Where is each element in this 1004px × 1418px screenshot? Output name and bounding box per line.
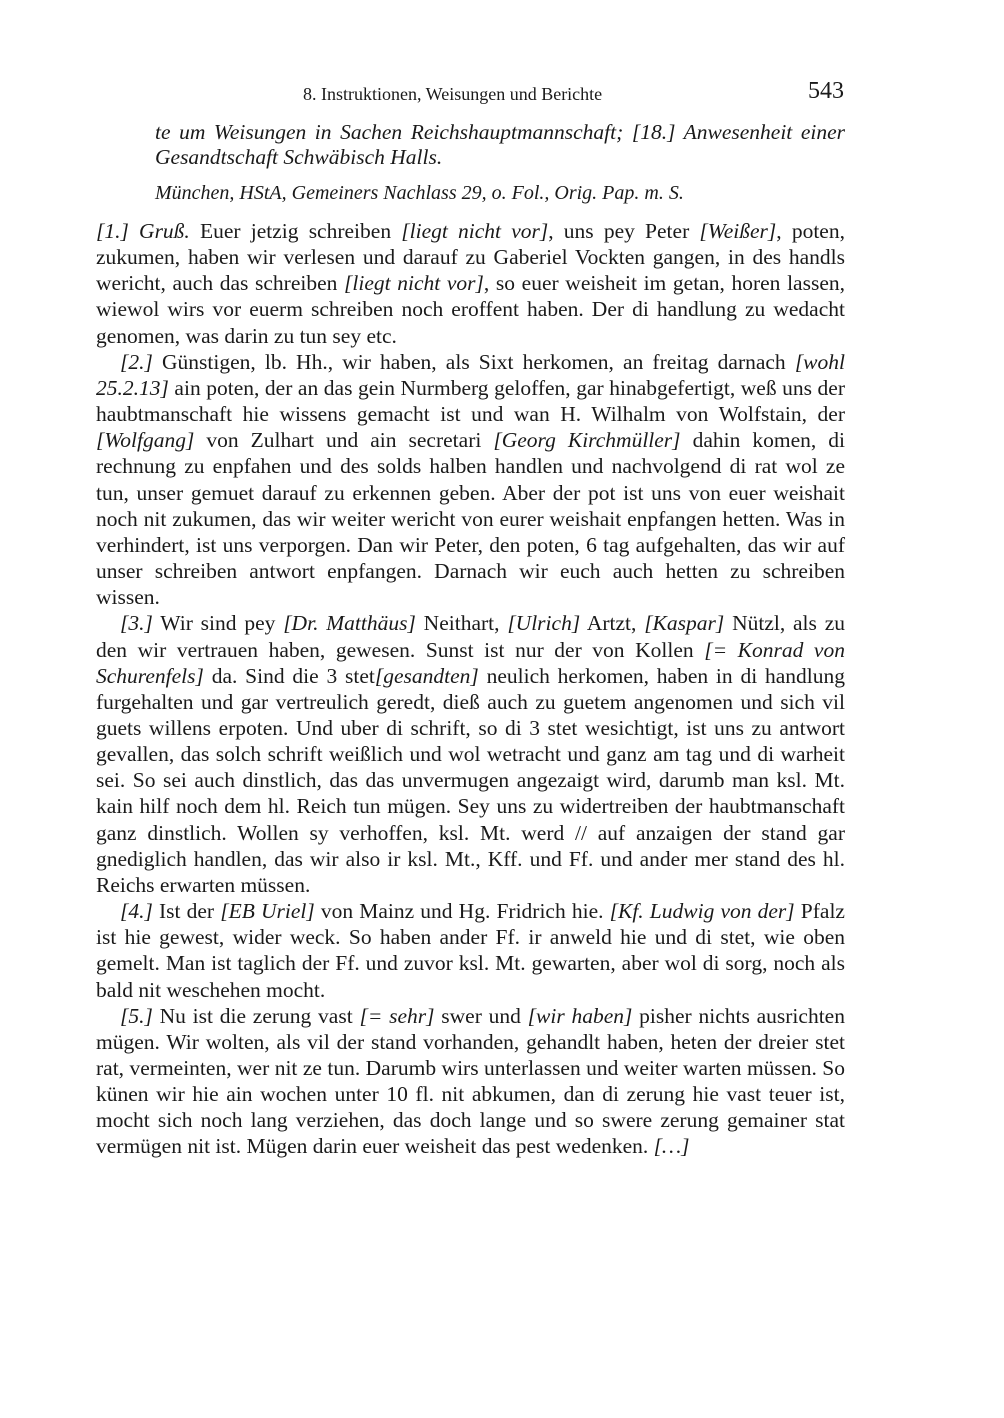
source-text: , poten, zukumen, haben wir verlesen und darauf zu Gaberiel Vockten gangen, in des handls wericht, auch das schreiben — [96, 219, 845, 296]
editorial-note: [wir haben] — [527, 1003, 633, 1028]
page-number: 543 — [808, 78, 844, 104]
paragraph-2 — [96, 349, 845, 611]
source-text: von Zulhart und ain secretari — [194, 428, 494, 453]
source-text: Artzt, — [580, 611, 645, 636]
source-citation: München, HStA, Gemeiners Nachlass 29, o. Fol., Orig. Pap. m. S. — [155, 182, 684, 204]
source-text: Wir sind pey — [152, 611, 284, 636]
page-header — [96, 80, 846, 108]
editorial-note: [liegt nicht vor] — [401, 219, 549, 243]
editorial-note: [4.] — [120, 899, 153, 924]
editorial-note: [gesandten] — [374, 663, 479, 688]
document-body — [96, 218, 845, 1160]
editorial-note: [wohl 25.2.13] — [96, 349, 845, 400]
editorial-note: […] — [653, 1134, 690, 1159]
paragraph-3 — [96, 610, 845, 898]
paragraph-1 — [96, 218, 845, 349]
source-text: Nützl, als zu den wir vertrauen haben, gewesen. Sunst ist nur der von Kollen — [96, 611, 846, 662]
document-regest: te um Weisungen in Sachen Reichshauptmannschaft; [18.] Anwesenheit einer Gesandtschaft Schwäbisch Halls. — [155, 120, 845, 169]
editorial-note: [1.] Gruß. — [96, 219, 190, 243]
editorial-note: [EB Uriel] — [220, 899, 315, 924]
editorial-note: [= Konrad von Schurenfels] — [96, 637, 845, 688]
editorial-note: [= sehr] — [359, 1003, 435, 1028]
source-text: Nu ist die zerung vast — [152, 1003, 360, 1028]
paragraph-4 — [96, 898, 845, 1003]
editorial-note: [3.] — [120, 611, 153, 636]
paragraph-5 — [96, 1003, 845, 1160]
editorial-note: [5.] — [120, 1003, 153, 1028]
source-text: pisher nichts ausrichten mügen. Wir wolten, als vil der stand vorhanden, gehandlt haben, heten der dreier stet rat, vermeinten, wer nit ze tun. Darumb wirs unterlassen und weiter warten müssen. So künen wir hie ain wochen unter 10 fl. nit abkumen, dan di zerung hie vast teuer ist, mocht sich noch lang verziehen, das doch lange und so swere zerung gemainer stat vermügen nit ist. Mügen darin euer weisheit das pest wedenken. — [96, 1003, 845, 1159]
source-text: Ist der — [152, 899, 221, 924]
source-text: swer und — [434, 1003, 528, 1028]
editorial-note: [2.] — [120, 349, 153, 374]
editorial-note: [Georg Kirchmüller] — [493, 428, 681, 453]
source-text: Pfalz ist hie gewest, wider weck. So haben ander Ff. ir anweld hie und di stet, wie oben gemelt. Man ist taglich der Ff. und zuvor ksl. Mt. gewarten, aber wol di sorg, noch als bald nit weschehen mocht. — [96, 899, 845, 1002]
source-text: dahin komen, di rechnung zu enpfahen und des solds halben handlen und nachvolgend di rat wol ze tun, unser gemuet darauf zu erkennen geben. Aber der pot ist uns von euer weishait noch nit zukumen, das wir weiter wericht von eurer weishait enpfangen hetten. Was in verhindert, ist uns verporgen. Dan wir Peter, den poten, 6 tag aufgehalten, das wir auf unser schreiben antwort enpfangen. Darnach wir euch auch hetten zu schreiben wissen. — [96, 428, 845, 610]
source-text: , so euer weisheit im getan, horen lassen, wiewol wirs vor euerm schreiben noch eroffent haben. Der di handlung zu wedacht genomen, was darin zu tun sey etc. — [96, 271, 845, 348]
editorial-note: [Kf. Ludwig von der] — [609, 899, 795, 924]
source-text: neulich herkomen, haben in di handlung furgehalten und gar vertreulich geredt, dieß auch zu guetem angenomen und sich vil guets willens erpoten. Und uber di schrift, so di 3 stet wesichtigt, ist uns zu antwort gevallen, das solch schrift weißlich und wol wetracht und ganz am tag und di warheit sei. So sei auch dinstlich, das das unvermugen angezaigt wird, darumb man ksl. Mt. kain hilf noch dem hl. Reich tun mügen. Sey uns zu widertreiben der haubtmanschaft ganz dinstlich. Wollen sy verhoffen, ksl. Mt. werd // auf anzaigen der stand gar gnediglich handlen, das wir also ir ksl. Mt., Kff. und Ff. und ander mer stand des hl. Reichs erwarten müssen. — [96, 663, 845, 897]
editorial-note: [Kaspar] — [644, 611, 725, 636]
source-text: von Mainz und Hg. Fridrich hie. — [314, 899, 610, 924]
source-text: Günstigen, lb. Hh., wir haben, als Sixt herkomen, an freitag darnach — [152, 349, 795, 374]
editorial-note: [Wolfgang] — [96, 428, 195, 453]
source-text: Euer jetzig schreiben — [189, 219, 402, 243]
source-text: da. Sind die 3 stet — [203, 663, 375, 688]
editorial-note: [Ulrich] — [507, 611, 581, 636]
editorial-note: [Weißer] — [699, 219, 777, 243]
editorial-note: [liegt nicht vor] — [344, 271, 484, 296]
source-text: Neithart, — [415, 611, 508, 636]
editorial-note: [Dr. Matthäus] — [283, 611, 416, 636]
running-title: 8. Instruktionen, Weisungen und Berichte — [303, 84, 603, 104]
source-text: , uns pey Peter — [548, 219, 700, 243]
source-text: ain poten, der an das gein Nurmberg geloffen, gar hinabgefertigt, weß uns der haubtmanschaft hie wissens gemacht ist und wan H. Wilhalm von Wolfstain, der — [96, 375, 845, 427]
